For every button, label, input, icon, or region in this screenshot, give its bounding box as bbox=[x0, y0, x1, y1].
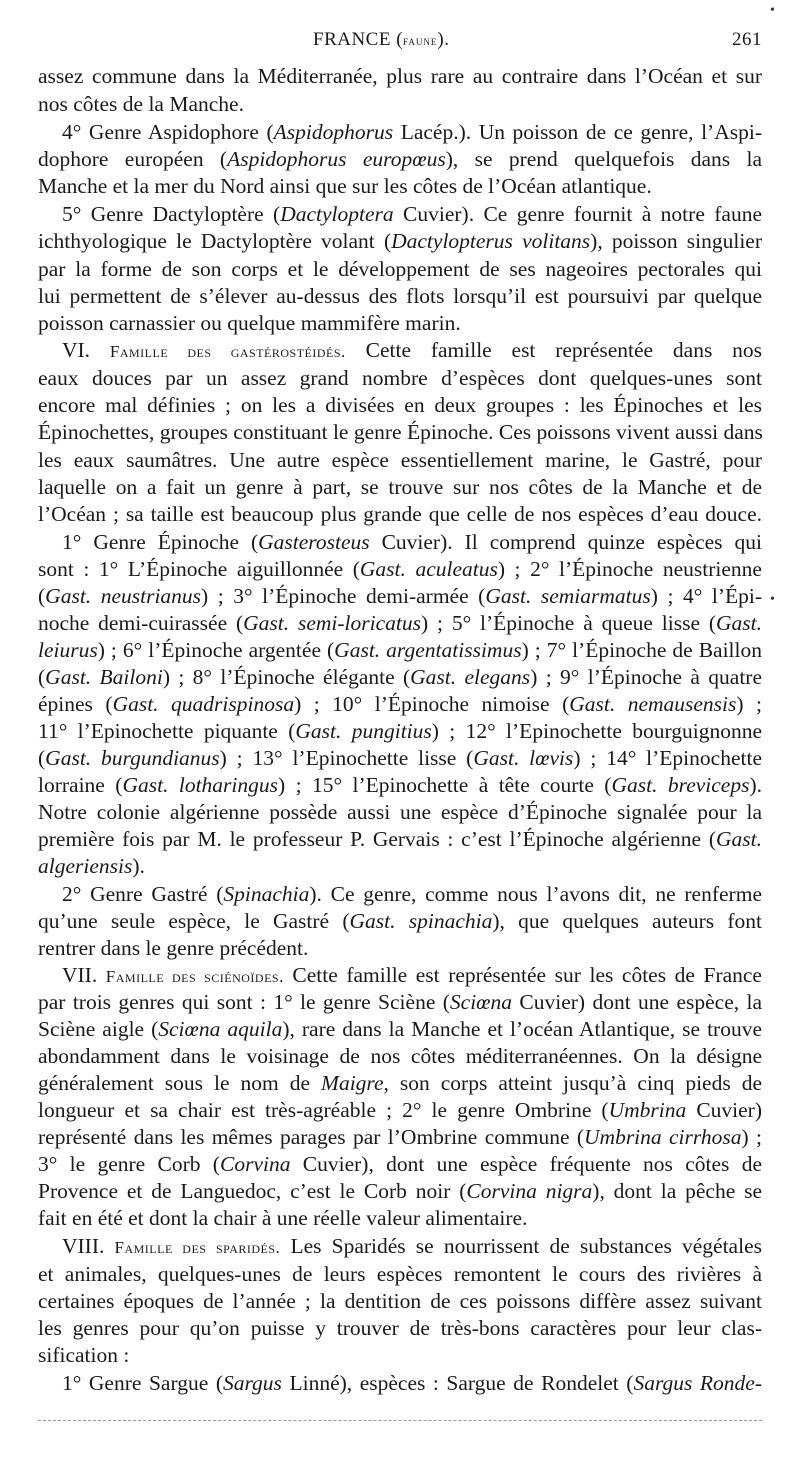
text-line: représenté dans les mêmes parages par l’Ombrine commune (Umbrina cirrhosa) ; bbox=[38, 1125, 762, 1149]
text-line: sont : 1° L’Épinoche aiguillonnée (Gast. aculeatus) ; 2° l’Épinoche neustrienne bbox=[38, 557, 762, 581]
text-line: épines (Gast. quadrispinosa) ; 10° l’Épinoche nimoise (Gast. nemausensis) ; bbox=[38, 692, 762, 716]
text-line: 1° Genre Sargue (Sargus Linné), espèces : Sargue de Rondelet (Sargus Ronde- bbox=[62, 1371, 763, 1395]
stray-mark: • bbox=[770, 3, 775, 18]
text-line: algeriensis). bbox=[38, 854, 145, 878]
running-header bbox=[38, 29, 762, 57]
text-line: Manche et la mer du Nord ainsi que sur les côtes de l’Océan atlantique. bbox=[38, 174, 652, 198]
text-line: 2° Genre Gastré (Spinachia). Ce genre, comme nous l’avons dit, ne renferme bbox=[62, 882, 762, 906]
text-line: ichthyologique le Dactyloptère volant (Dactylopterus volitans), poisson singulier bbox=[38, 229, 762, 253]
section-heading: VII. Famille des sciénoïdes. Cette famille est représentée sur les côtes de France bbox=[62, 963, 762, 987]
text-line: eaux douces par un assez grand nombre d’espèces dont quelques-unes sont bbox=[38, 366, 762, 390]
text-line: par trois genres qui sont : 1° le genre Sciène (Sciœna Cuvier) dont une espèce, la bbox=[38, 990, 763, 1014]
running-title: FRANCE (faune). bbox=[313, 29, 450, 50]
text-line: généralement sous le nom de Maigre, son corps atteint jusqu’à cinq pieds de bbox=[38, 1071, 763, 1095]
text-line: dophore européen (Aspidophorus europœus), se prend quelquefois dans la bbox=[38, 147, 763, 171]
text-line: (Gast. neustrianus) ; 3° l’Épinoche demi-armée (Gast. semiarmatus) ; 4° l’Épi- bbox=[38, 584, 762, 608]
section-heading: VIII. Famille des sparidés. Les Sparidés se nourrissent de substances végétales bbox=[62, 1234, 762, 1258]
text-line: 5° Genre Dactyloptère (Dactyloptera Cuvier). Ce genre fournit à notre faune bbox=[62, 202, 762, 226]
text-line: (Gast. burgundianus) ; 13° l’Epinochette lisse (Gast. lœvis) ; 14° l’Epinochette bbox=[38, 746, 762, 770]
text-line: nos côtes de la Manche. bbox=[38, 92, 244, 116]
footer-rule bbox=[38, 1420, 762, 1421]
text-line: 11° l’Epinochette piquante (Gast. pungitius) ; 12° l’Epinochette bourguignonne bbox=[38, 719, 763, 743]
text-line: les eaux saumâtres. Une autre espèce essentiellement marine, le Gastré, pour bbox=[38, 448, 762, 472]
text-line: l’Océan ; sa taille est beaucoup plus grande que celle de nos espèces d’eau douce. bbox=[38, 502, 762, 526]
text-line: et animales, quelques-unes de leurs espèces remontent le cours des rivières à bbox=[38, 1262, 762, 1286]
text-line: Provence et de Languedoc, c’est le Corb noir (Corvina nigra), dont la pêche se bbox=[38, 1179, 762, 1203]
text-line: leiurus) ; 6° l’Épinoche argentée (Gast. argentatissimus) ; 7° l’Épinoche de Baillon bbox=[38, 638, 763, 662]
text-line: poisson carnassier ou quelque mammifère marin. bbox=[38, 311, 461, 335]
text-line: (Gast. Bailoni) ; 8° l’Épinoche élégante (Gast. elegans) ; 9° l’Épinoche à quatre bbox=[38, 665, 762, 689]
text-line: les genres pour qu’on puisse y trouver de très-bons caractères pour leur clas- bbox=[38, 1316, 762, 1340]
text-line: fait en été et dont la chair à une réelle valeur alimentaire. bbox=[38, 1206, 528, 1230]
text-line: lorraine (Gast. lotharingus) ; 15° l’Epinochette à tête courte (Gast. breviceps). bbox=[38, 773, 763, 797]
text-line: Notre colonie algérienne possède aussi une espèce d’Épinoche signalée pour la bbox=[38, 800, 762, 824]
text-line: abondamment dans le voisinage de nos côtes méditerranéennes. On la désigne bbox=[38, 1044, 762, 1068]
text-line: rentrer dans le genre précédent. bbox=[38, 936, 309, 960]
text-line: noche demi-cuirassée (Gast. semi-loricatus) ; 5° l’Épinoche à queue lisse (Gast. bbox=[38, 611, 762, 635]
section-heading: VI. Famille des gastérostéidés. Cette famille est représentée dans nos bbox=[62, 338, 763, 362]
text-line: sification : bbox=[38, 1343, 130, 1367]
stray-mark: • bbox=[770, 592, 775, 607]
text-line: qu’une seule espèce, le Gastré (Gast. spinachia), que quelques auteurs font bbox=[38, 909, 762, 933]
text-line: 3° le genre Corb (Corvina Cuvier), dont une espèce fréquente nos côtes de bbox=[38, 1152, 762, 1176]
text-line: Épinochettes, groupes constituant le genre Épinoche. Ces poissons vivent aussi dans bbox=[38, 420, 763, 444]
text-line: assez commune dans la Méditerranée, plus rare au contraire dans l’Océan et sur bbox=[38, 64, 762, 88]
text-line: longueur et sa chair est très-agréable ; 2° le genre Ombrine (Umbrina Cuvier) bbox=[38, 1098, 762, 1122]
text-line: première fois par M. le professeur P. Gervais : c’est l’Épinoche algérienne (Gast. bbox=[38, 827, 762, 851]
text-line: lui permettent de s’élever au-dessus des flots lorsqu’il est poursuivi par quelque bbox=[38, 284, 762, 308]
page-number: 261 bbox=[732, 29, 762, 50]
text-line: laquelle on a fait un genre à part, se trouve sur nos côtes de la Manche et de bbox=[38, 475, 762, 499]
text-line: Sciène aigle (Sciœna aquila), rare dans la Manche et l’océan Atlantique, se trouve bbox=[38, 1017, 762, 1041]
text-line: encore mal définies ; on les a divisées en deux groupes : les Épinoches et les bbox=[38, 393, 762, 417]
text-line: 1° Genre Épinoche (Gasterosteus Cuvier). Il comprend quinze espèces qui bbox=[62, 530, 762, 554]
text-line: 4° Genre Aspidophore (Aspidophorus Lacép.). Un poisson de ce genre, l’Aspi- bbox=[62, 120, 762, 144]
text-line: par la forme de son corps et le développement de ses nageoires pectorales qui bbox=[38, 257, 762, 281]
text-line: certaines époques de l’année ; la dentition de ces poissons diffère assez suivant bbox=[38, 1289, 762, 1313]
